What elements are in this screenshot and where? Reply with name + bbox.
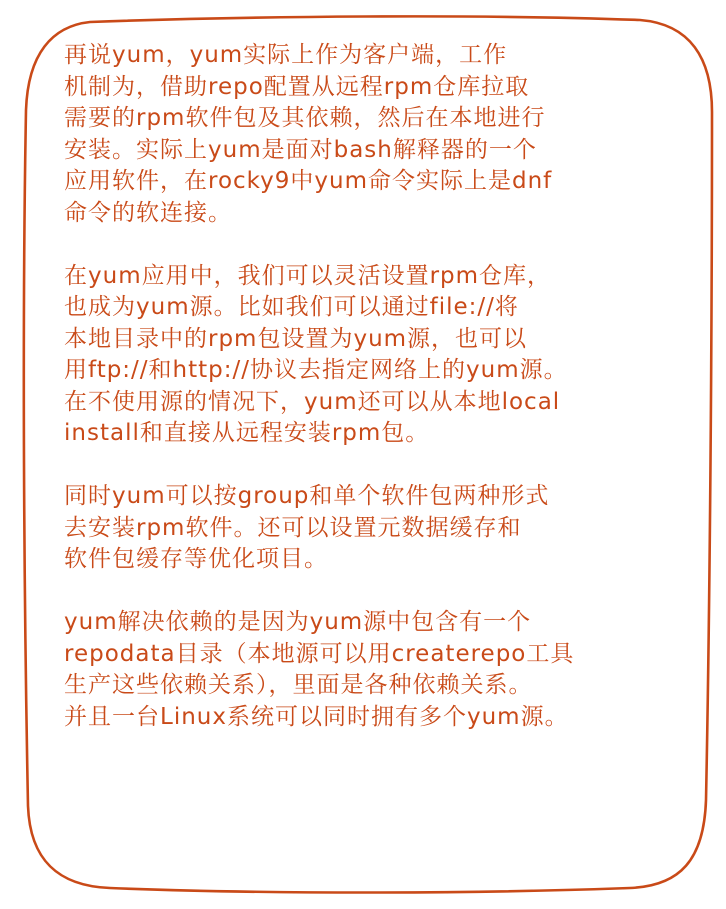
note-body xyxy=(64,40,704,733)
paragraph-dependencies: yum解决依赖的是因为yum源中包含有一个 repodata目录（本地源可以用createrepo工具 生产这些依赖关系），里面是各种依赖关系。 并且一台Linux系统可以同时拥有多个yum源。 xyxy=(64,609,575,730)
paragraph-install-modes: 同时yum可以按group和单个软件包两种形式 去安装rpm软件。还可以设置元数据缓存和 软件包缓存等优化项目。 xyxy=(64,483,550,572)
paragraph-yum-client: 再说yum，yum实际上作为客户端，工作 机制为，借助repo配置从远程rpm仓库拉取 需要的rpm软件包及其依赖，然后在本地进行 安装。实际上yum是面对bash解释器的一个 应用软件，在rocky9中yum命令实际上是dnf 命令的软连接。 xyxy=(64,42,553,226)
paragraph-yum-sources: 在yum应用中，我们可以灵活设置rpm仓库， 也成为yum源。比如我们可以通过file://将 本地目录中的rpm包设置为yum源，也可以 用ftp://和http://协议去指定网络上的yum源。 在不使用源的情况下，yum还可以从本地local install和直接从远程安装rpm包。 xyxy=(64,262,568,446)
